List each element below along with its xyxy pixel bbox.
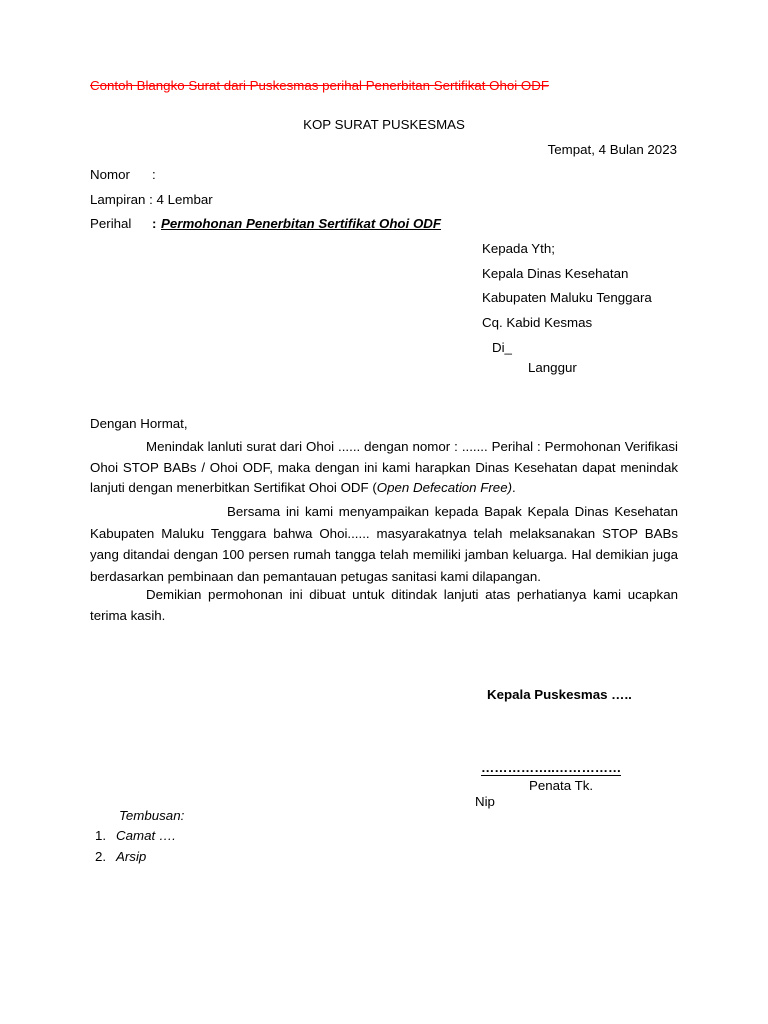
body-paragraph-3: Demikian permohonan ini dibuat untuk ditindak lanjuti atas perhatianya kami ucapkan terima kasih. [90,587,678,623]
recipient-line: Di_ [492,340,512,355]
cc-item-number: 1. [95,828,107,843]
signature-rank: Penata Tk. [529,778,594,793]
body-paragraph-2: Bersama ini kami menyampaikan kepada Bapak Kepala Dinas Kesehatan Kabupaten Maluku Tenggara bahwa Ohoi...... masyarakatnya telah melaksanakan STOP BABs yang ditandai dengan 100 persen rumah tangga telah memiliki jamban keluarga. Hal demikian juga berdasarkan pembinaan dan pemantauan petugas sanitasi kami dilapangan. [90,504,678,584]
perihal-sep: : [152,216,157,231]
salutation: Dengan Hormat, [90,416,188,431]
cc-item [90,849,176,870]
lampiran-line: Lampiran : 4 Lembar [90,192,213,207]
cc-item-text: Camat …. [116,828,176,843]
cc-list [90,828,176,870]
perihal-value: Permohonan Penerbitan Sertifikat Ohoi ODF [161,216,442,231]
cc-item [90,828,176,849]
nomor-line [90,167,156,183]
body-paragraph-1-end: . [512,480,516,495]
body-paragraph-1-text: Menindak lanluti surat dari Ohoi ...... dengan nomor : ....... Perihal : Permohonan Verifikasi Ohoi STOP BABs / Ohoi ODF, maka dengan ini kami harapkan Dinas Kesehatan dapat menindak lanjuti dengan menerbitkan Sertifikat Ohoi ODF ( [90,439,678,495]
nomor-sep: : [152,167,156,182]
recipient-line: Kabupaten Maluku Tenggara [482,290,652,305]
recipient-line: Kepala Dinas Kesehatan [482,266,629,281]
body-paragraph-1 [90,437,678,499]
signature-title: Kepala Puskesmas ….. [487,687,632,702]
recipient-line: Cq. Kabid Kesmas [482,315,593,330]
signature-nip: Nip [475,794,495,809]
signature-name-placeholder: ……………..…………… [481,760,622,775]
place-date: Tempat, 4 Bulan 2023 [547,142,677,157]
perihal-label: Perihal [90,216,132,231]
cc-heading: Tembusan: [119,808,185,823]
template-note: Contoh Blangko Surat dari Puskesmas perihal Penerbitan Sertifikat Ohoi ODF [90,78,549,93]
perihal-line [90,216,442,232]
cc-item-text: Arsip [116,849,147,864]
body-paragraph-1-italic: Open Defecation Free) [376,480,513,495]
letterhead: KOP SURAT PUSKESMAS [303,117,465,132]
cc-item-number: 2. [95,849,107,864]
recipient-line: Kepada Yth; [482,241,555,256]
nomor-label: Nomor [90,167,130,182]
recipient-line: Langgur [528,360,577,375]
